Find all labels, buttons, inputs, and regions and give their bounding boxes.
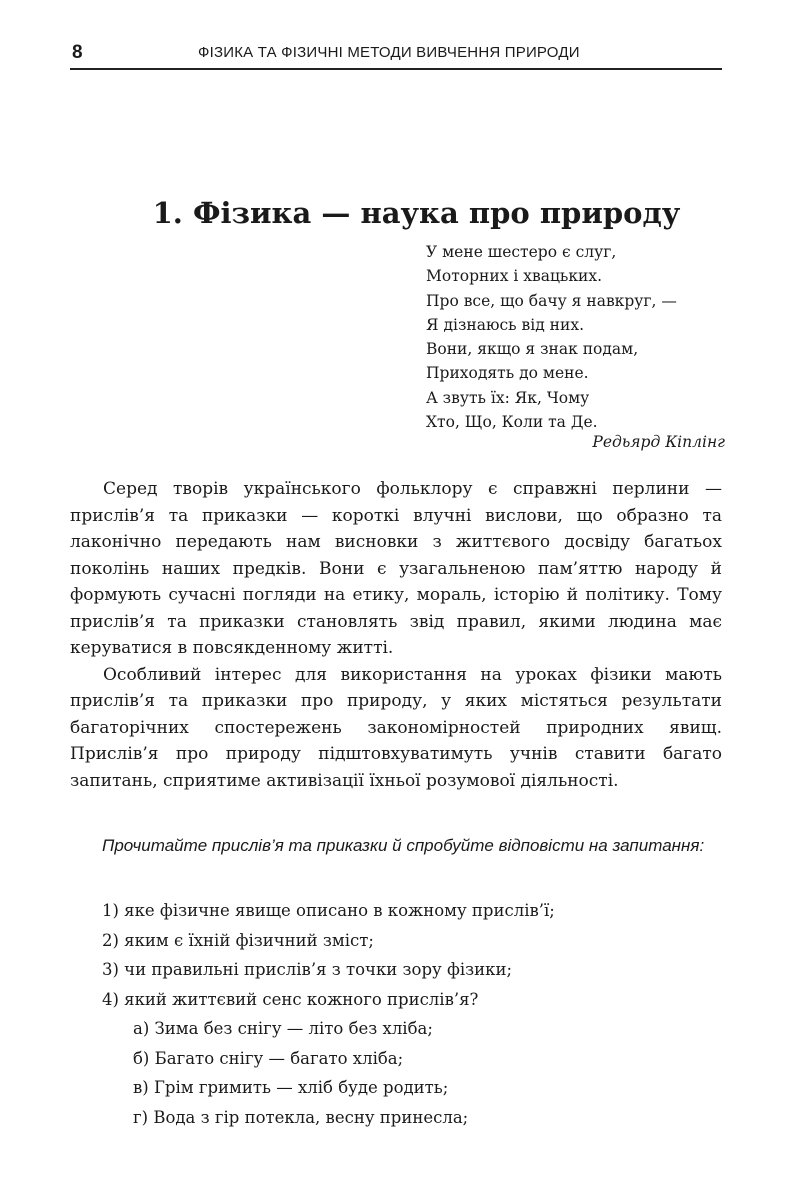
question-item: 2) яким є їхній фізичний зміст; <box>102 930 374 950</box>
epigraph-line: У мене шестеро є слуг, <box>426 243 617 261</box>
epigraph-line: А звуть їх: Як, Чому <box>426 388 590 407</box>
epigraph-line: Хто, Що, Коли та Де. <box>426 413 598 432</box>
question-list <box>102 896 722 1014</box>
paragraph: Серед творів українського фольклору є справжні перлини — прислів’я та приказки — короткі влучні вислови, що образно та лаконічно передають нам висновки з життєвого досвіду багатьох поколінь наших предків. Вони є узагальненою пам’яттю народу й формують сучасні погляди на етику, мораль, історію й політику. Тому прислів’я та приказки становлять звід правил, якими людина має керуватися в повсякденному житті. <box>70 479 722 658</box>
epigraph <box>426 240 726 434</box>
epigraph-line: Вони, якщо я знак подам, <box>426 340 639 359</box>
proverb-list <box>133 1014 733 1132</box>
proverb-item: г) Вода з гір потекла, весну принесла; <box>133 1107 469 1127</box>
body-text <box>70 476 722 794</box>
epigraph-line: Я дізнаюсь від них. <box>426 315 584 334</box>
question-item: 4) який життєвий сенс кожного прислів’я? <box>102 989 479 1009</box>
running-title: ФІЗИКА ТА ФІЗИЧНІ МЕТОДИ ВИВЧЕННЯ ПРИРОДИ <box>198 44 580 61</box>
task-instruction: Прочитайте прислів’я та приказки й спробуйте відповісти на запитання: <box>102 836 705 855</box>
question-item: 3) чи правильні прислів’я з точки зору фізики; <box>102 960 513 979</box>
page-header <box>70 40 722 70</box>
epigraph-line: Моторних і хвацьких. <box>426 267 603 286</box>
epigraph-author: Редьярд Кіплінг <box>592 433 725 451</box>
epigraph-line: Про все, що бачу я навкруг, — <box>426 291 677 310</box>
epigraph-line: Приходять до мене. <box>426 364 589 383</box>
proverb-item: б) Багато снігу — багато хліба; <box>133 1048 404 1068</box>
paragraph: Особливий інтерес для використання на уроках фізики мають прислів’я та приказки про природу, у яких містяться результати багаторічних спостережень закономірностей природних явищ. Прислів’я про природу підштовхуватимуть учнів ставити багато запитань, сприятиме активізації їхньої розумової діяльності. <box>70 664 722 791</box>
proverb-item: а) Зима без снігу — літо без хліба; <box>133 1019 433 1038</box>
page-number: 8 <box>72 42 83 63</box>
question-item: 1) яке фізичне явище описано в кожному прислів’ї; <box>102 901 555 920</box>
proverb-item: в) Грім гримить — хліб буде родить; <box>133 1078 449 1097</box>
chapter-title: 1. Фізика — наука про природу <box>152 196 681 230</box>
